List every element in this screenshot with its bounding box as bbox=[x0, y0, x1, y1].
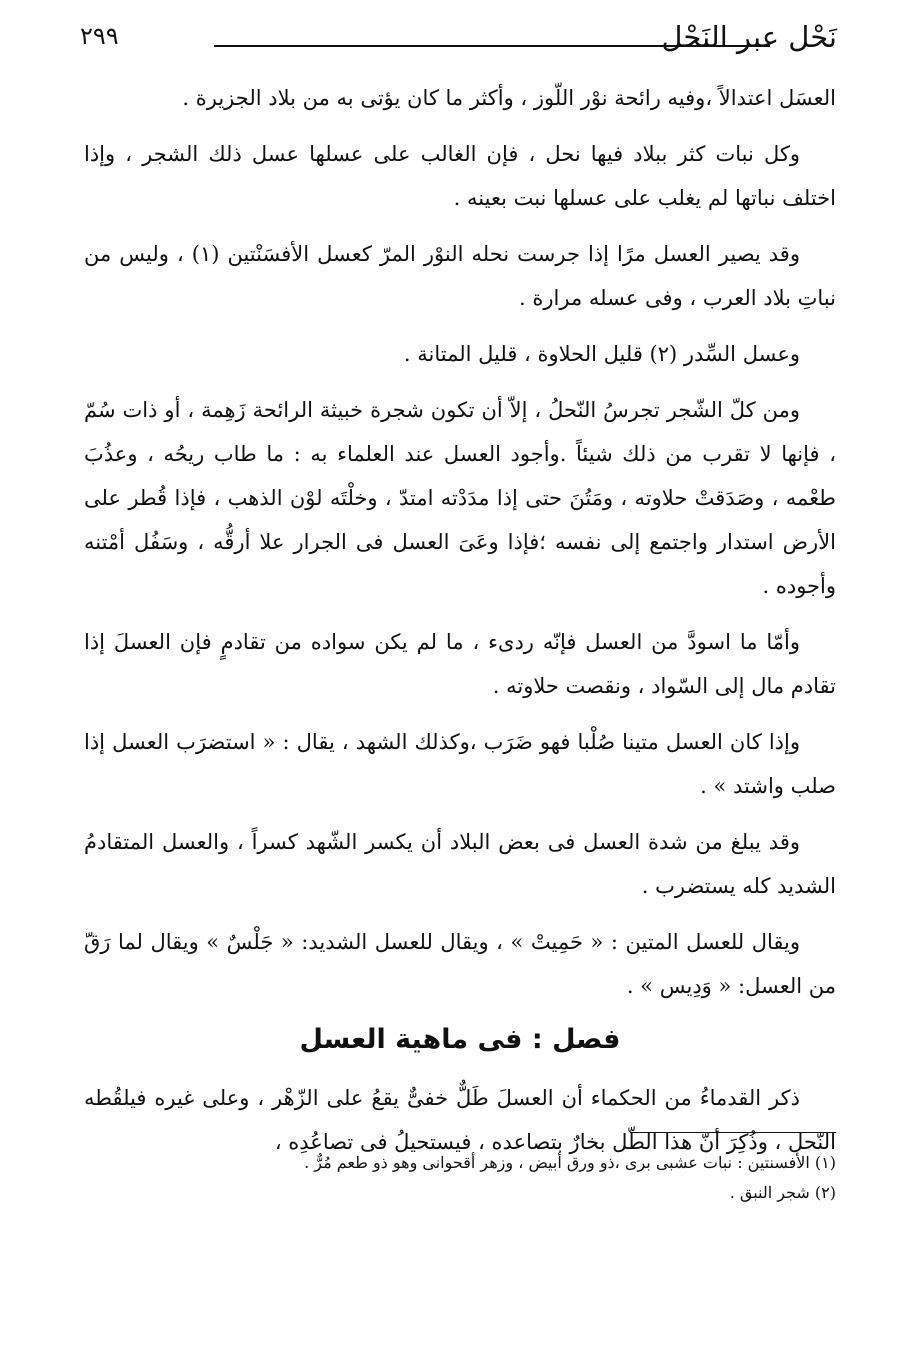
paragraph-2: وكل نبات كثر ببلاد فيها نحل ، فإن الغالب على عسلها عسل ذلك الشجر ، وإذا اختلف نباتها لم يغلب على عسلها نبت بعينه . bbox=[84, 142, 836, 210]
paragraph-8: وقد يبلغ من شدة العسل فى بعض البلاد أن يكسر الشّهد كسراً ، والعسل المتقادمُ الشديد كله يستضرب . bbox=[84, 830, 836, 898]
running-title: نَحْل عبر النَحْل bbox=[661, 20, 837, 54]
footnotes bbox=[84, 1148, 836, 1208]
paragraph-1: العسَل اعتدالاً ،وفيه رائحة نوْر اللّوز ، وأكثر ما كان يؤتى به من بلاد الجزيرة . bbox=[182, 86, 836, 110]
paragraph-9: ويقال للعسل المتين : « حَمِيتْ » ، ويقال للعسل الشديد: « جَلْسٌ » ويقال لما رَقّ من العسل: « وَدِيس » . bbox=[84, 930, 836, 998]
paragraph-5: ومن كلّ الشّجر تجرسُ النّحلُ ، إلاّ أن تكون شجرة خبيثة الرائحة زَهِمة ، أو ذات سُمّ ، فإنها لا تقرب من ذلك شيئاً .وأجود العسل عند العلماء به : ما طاب ريحُه ، وعذُبَ طعْمه ، وصَدَقتْ حلاوته ، ومَتُنَ حتى إذا مدَدْته امتدّ ، وخلْتَه لوْن الذهب ، فإذا قُطر على الأرض استدار واجتمع إلى نفسه ؛فإذا وعَىَ العسل فى الجرار علا أرقُّه ، وسَفُل أمْتنه وأجوده . bbox=[84, 398, 836, 598]
header-rule bbox=[214, 45, 770, 47]
page-header bbox=[80, 18, 837, 58]
paragraph-3: وقد يصير العسل مرًا إذا جرست نحله النوْر المرّ كعسل الأفسَنْتين (١) ، وليس من نباتِ بلاد العرب ، وفى عسله مرارة . bbox=[84, 242, 836, 310]
section-heading: فصل : فى ماهية العسل bbox=[299, 1024, 621, 1055]
paragraph-7: وإذا كان العسل متينا صُلْبا فهو ضَرَب ،وكذلك الشهد ، يقال : « استضرَب العسل إذا صلب واشتد » . bbox=[84, 730, 836, 798]
footnote-2: (٢) شجر النبق . bbox=[729, 1183, 836, 1202]
footnote-rule bbox=[630, 1132, 836, 1133]
body-text bbox=[84, 76, 836, 1176]
page-number: ٢٩٩ bbox=[80, 22, 119, 50]
paragraph-6: وأمّا ما اسودَّ من العسل فإنّه ردىء ، ما لم يكن سواده من تقادمٍ فإن العسلَ إذا تقادم مال إلى السّواد ، ونقصت حلاوته . bbox=[84, 630, 836, 698]
paragraph-4: وعسل السِّدر (٢) قليل الحلاوة ، قليل المتانة . bbox=[403, 342, 800, 366]
footnote-1: (١) الأفسنتين : نبات عشبى برى ،ذو ورق أبيض ، وزهر أقحوانى وهو ذو طعم مُرٌّ . bbox=[304, 1153, 836, 1172]
section-paragraph: ذكر القدماءُ من الحكماء أن العسلَ طَلٌّ خفىٌّ يقعُ على الزّهْر ، وعلى غيره فيلقُطه النّحل ، وذُكِرَ أنّ هذا الطّل بخارٌ بتصاعده ، فيستحيلُ فى تصاعُدِه ، bbox=[84, 1086, 836, 1154]
